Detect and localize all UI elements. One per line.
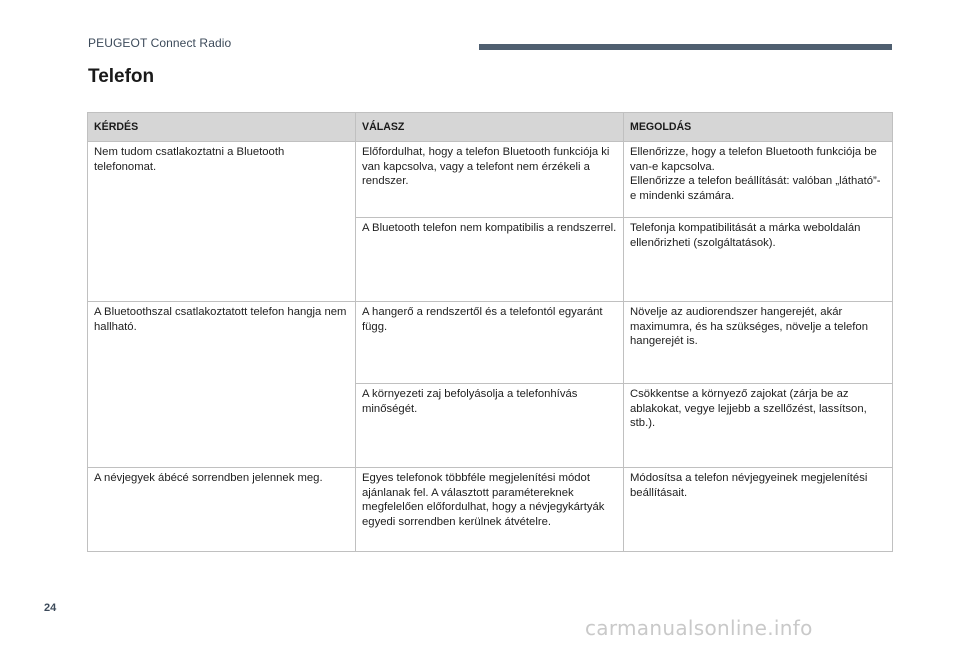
table-row (88, 142, 893, 218)
solution-line: Növelje az audiorendszer hangerejét, akár maximumra, és ha szükséges, növelje a telefon hangerejét is. (630, 306, 868, 347)
solution-cell (624, 142, 893, 218)
column-header-question: KÉRDÉS (88, 113, 356, 142)
table-row (88, 302, 893, 384)
watermark: carmanualsonline.info (585, 616, 813, 640)
page-number: 24 (44, 602, 57, 614)
solution-cell (624, 468, 893, 552)
faq-table (87, 112, 893, 552)
solution-line: Módosítsa a telefon névjegyeinek megjelenítési beállításait. (630, 472, 868, 499)
answer-cell: Egyes telefonok többféle megjelenítési módot ajánlanak fel. A választott paramétereknek megfelelően előfordulhat, hogy a névjegykártyák egyedi sorrendben kerülnek átvételre. (356, 468, 624, 552)
table-row (88, 468, 893, 552)
column-header-answer: VÁLASZ (356, 113, 624, 142)
solution-line: Ellenőrizze, hogy a telefon Bluetooth funkciója be van-e kapcsolva. (630, 146, 877, 173)
page-title: Telefon (88, 66, 155, 87)
solution-cell (624, 302, 893, 384)
question-cell: Nem tudom csatlakoztatni a Bluetooth telefonomat. (88, 142, 356, 302)
table-header-row (88, 113, 893, 142)
question-cell: A Bluetoothszal csatlakoztatott telefon hangja nem hallható. (88, 302, 356, 468)
solution-line: Csökkentse a környező zajokat (zárja be az ablakokat, vegye lejjebb a szellőzést, lassítson, stb.). (630, 388, 867, 429)
answer-cell: Előfordulhat, hogy a telefon Bluetooth funkciója ki van kapcsolva, vagy a telefont nem érzékeli a rendszer. (356, 142, 624, 218)
solution-cell (624, 384, 893, 468)
answer-cell: A Bluetooth telefon nem kompatibilis a rendszerrel. (356, 218, 624, 302)
solution-cell (624, 218, 893, 302)
solution-line: Ellenőrizze a telefon beállítását: valóban „látható”-e mindenki számára. (630, 175, 881, 202)
answer-cell: A hangerő a rendszertől és a telefontól egyaránt függ. (356, 302, 624, 384)
solution-line: Telefonja kompatibilitását a márka weboldalán ellenőrizheti (szolgáltatások). (630, 222, 861, 249)
answer-cell: A környezeti zaj befolyásolja a telefonhívás minőségét. (356, 384, 624, 468)
column-header-solution: MEGOLDÁS (624, 113, 893, 142)
question-cell: A névjegyek ábécé sorrendben jelennek meg. (88, 468, 356, 552)
header-brand: PEUGEOT Connect Radio (88, 36, 232, 50)
header-bar (479, 44, 892, 50)
